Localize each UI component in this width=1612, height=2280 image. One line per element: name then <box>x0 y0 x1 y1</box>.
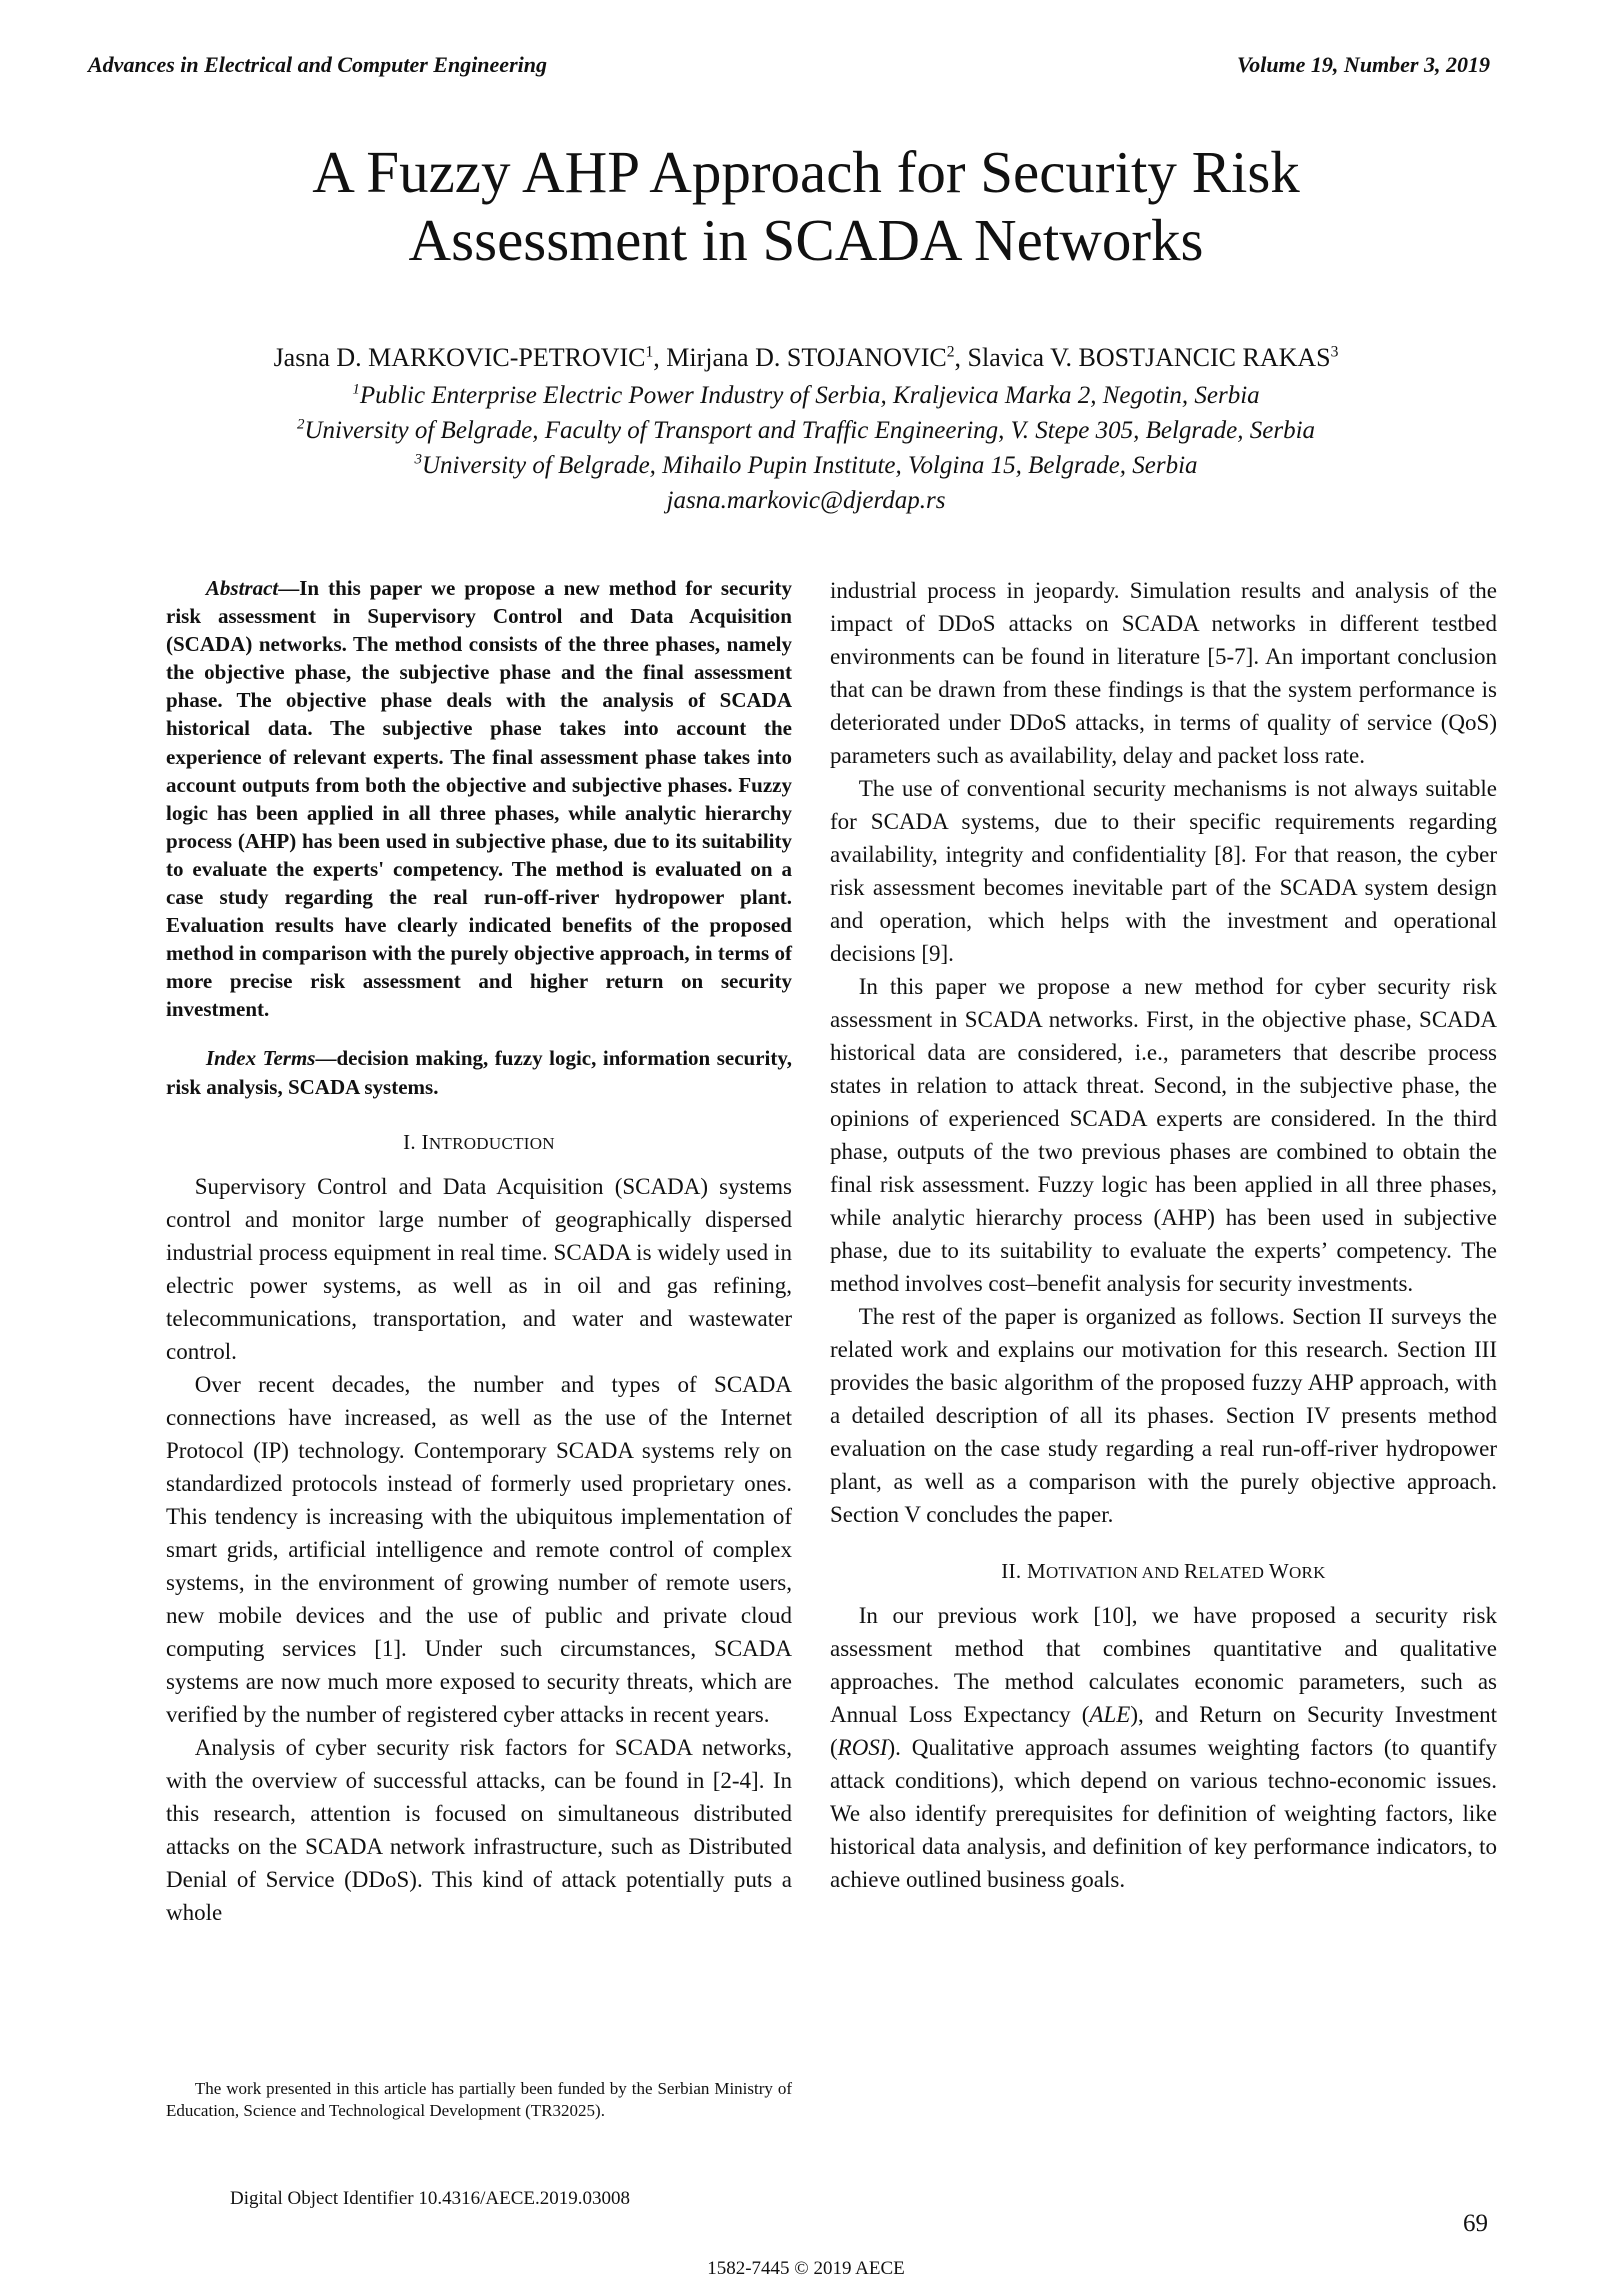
author-3-sup: 3 <box>1330 343 1339 361</box>
author-1: Jasna D. MARKOVIC-PETROVIC <box>273 343 646 372</box>
affiliation-1 <box>0 378 1612 413</box>
running-header-journal: Advances in Electrical and Computer Engineering <box>88 52 547 77</box>
left-column <box>166 574 792 1929</box>
affiliation-1-text: Public Enterprise Electric Power Industry of Serbia, Kraljevica Marka 2, Negotin, Serbia <box>359 382 1260 409</box>
intro-paragraph-3: Analysis of cyber security risk factors for SCADA networks, with the overview of successful attacks, can be found in [2-4]. In this research, attention is focused on simultaneous distributed attacks on the SCADA network infrastructure, such as Distributed Denial of Service (DDoS). This kind of attack potentially puts a whole <box>166 1734 792 1925</box>
title-line-2: Assessment in SCADA Networks <box>408 207 1204 273</box>
index-terms-dash: — <box>315 1045 337 1070</box>
section-1-rest: NTRODUCTION <box>428 1133 555 1153</box>
abstract-text: In this paper we propose a new method for security risk assessment in Supervisory Control and Data Acquisition (SCADA) networks. The method consists of the three phases, namely the objective phase, the subjective phase and the final assessment phase. The objective phase deals with the analysis of SCADA historical data. The subjective phase takes into account the experience of relevant experts. The final assessment phase takes into account outputs from both the objective and subjective phases. Fuzzy logic has been applied in all three phases, while analytic hierarchy process (AHP) has been used in subjective phase, due to its suitability to evaluate the experts' competency. The method is evaluated on a case study regarding the real run-off-river hydropower plant. Evaluation results have clearly indicated benefits of the proposed method in comparison with the purely objective approach, in terms of more precise risk assessment and higher return on security investment. <box>166 576 792 1022</box>
title-line-1: A Fuzzy AHP Approach for Security Risk <box>312 139 1300 205</box>
running-header-volume: Volume 19, Number 3, 2019 <box>1236 52 1490 77</box>
section-2-numeral: II. <box>1001 1559 1022 1583</box>
section-2-rest-3: ORK <box>1288 1563 1326 1582</box>
copyright: 1582-7445 © 2019 AECE <box>707 2258 905 2279</box>
author-sep-2: , <box>954 343 968 372</box>
affiliation-3-text: University of Belgrade, Mihailo Pupin Institute, Volgina 15, Belgrade, Serbia <box>421 452 1198 479</box>
funding-footnote: The work presented in this article has partially been funded by the Serbian Ministry of Education, Science and Technological Development (TR32025). <box>166 2079 792 2120</box>
related-work-paragraph-1 <box>830 1599 1497 1896</box>
section-2-cap-1: M <box>1026 1559 1046 1583</box>
index-terms-text: decision making, fuzzy logic, information security, risk analysis, SCADA systems. <box>166 1045 792 1099</box>
paper-title <box>0 138 1612 274</box>
author-sep-1: , <box>653 343 667 372</box>
section-2-cap-3: W <box>1268 1559 1289 1583</box>
affiliation-2 <box>0 413 1612 448</box>
author-email: jasna.markovic@djerdap.rs <box>666 487 946 514</box>
index-terms <box>166 1044 792 1102</box>
abstract-label: Abstract <box>205 576 279 600</box>
section-1-numeral: I. <box>403 1129 416 1154</box>
rw-rosi: ROSI <box>837 1735 888 1760</box>
section-2-rest-2: ELATED <box>1198 1563 1269 1582</box>
affiliation-1-sup: 1 <box>352 381 360 398</box>
right-column <box>830 574 1497 1896</box>
author-2-sup: 2 <box>946 343 955 361</box>
intro-paragraph-6: The rest of the paper is organized as follows. Section II surveys the related work and explains our motivation for this research. Section III provides the basic algorithm of the proposed fuzzy AHP approach, with a detailed description of all its phases. Section IV presents method evaluation on the case study regarding a real run-off-river hydropower plant, as well as a comparison with the purely objective approach. Section V concludes the paper. <box>830 1304 1497 1527</box>
section-2-rest-1: OTIVATION AND <box>1045 1563 1184 1582</box>
affiliation-2-text: University of Belgrade, Faculty of Transport and Traffic Engineering, V. Stepe 305, Belgrade, Serbia <box>304 417 1316 444</box>
rw-text-b: ), and Return on Security Investment ( <box>830 1702 1498 1760</box>
section-2-cap-2: R <box>1183 1559 1199 1583</box>
abstract <box>166 574 792 1024</box>
affiliation-2-sup: 2 <box>296 416 305 433</box>
intro-paragraph-5: In this paper we propose a new method for cyber security risk assessment in SCADA networks. First, in the objective phase, SCADA historical data are considered, i.e., parameters that describe process states in relation to attack threat. Second, in the subjective phase, the opinions of experienced SCADA experts are considered. In the third phase, outputs of the two previous phases are combined to obtain the final risk assessment. Fuzzy logic has been applied in all three phases, while analytic hierarchy process (AHP) has been used in subjective phase, due to its suitability to evaluate the experts’ competency. The method involves cost–benefit analysis for security investments. <box>830 974 1497 1296</box>
doi: Digital Object Identifier 10.4316/AECE.2019.03008 <box>230 2188 630 2209</box>
affiliation-3 <box>0 448 1612 483</box>
rw-ale: ALE <box>1089 1702 1131 1727</box>
intro-paragraph-1: Supervisory Control and Data Acquisition (SCADA) systems control and monitor large number of geographically dispersed industrial process equipment in real time. SCADA is widely used in electric power systems, as well as in oil and gas refining, telecommunications, transportation, and water and wastewater control. <box>166 1173 792 1364</box>
abstract-dash: — <box>278 576 300 600</box>
index-terms-label: Index Terms <box>205 1045 316 1070</box>
author-3: Slavica V. BOSTJANCIC RAKAS <box>967 343 1331 372</box>
author-list <box>0 340 1612 375</box>
section-2-heading <box>830 1555 1497 1589</box>
intro-paragraph-2: Over recent decades, the number and types of SCADA connections have increased, as well as the use of the Internet Protocol (IP) technology. Contemporary SCADA systems rely on standardized protocols instead of formerly used proprietary ones. This tendency is increasing with the ubiquitous implementation of smart grids, artificial intelligence and remote control of complex systems, in the environment of growing number of remote users, new mobile devices and the use of public and private cloud computing services [1]. Under such circumstances, SCADA systems are now much more exposed to security threats, which are verified by the number of registered cyber attacks in recent years. <box>166 1371 792 1727</box>
author-1-sup: 1 <box>645 343 654 361</box>
section-1-heading <box>166 1126 792 1160</box>
intro-paragraph-4: The use of conventional security mechanisms is not always suitable for SCADA systems, due to their specific requirements regarding availability, integrity and confidentiality [8]. For that reason, the cyber risk assessment becomes inevitable part of the SCADA system design and operation, which helps with the investment and operational decisions [9]. <box>830 776 1497 966</box>
rw-text-a: In our previous work [10], we have proposed a security risk assessment method that combines quantitative and qualitative approaches. The method calculates economic parameters, such as Annual Loss Expectancy ( <box>830 1603 1497 1727</box>
intro-continuation: industrial process in jeopardy. Simulation results and analysis of the impact of DDoS attacks on SCADA networks in different testbed environments can be found in literature [5-7]. An important conclusion that can be drawn from these findings is that the system performance is deteriorated under DDoS attacks, in terms of quality of service (QoS) parameters such as availability, delay and packet loss rate. <box>830 578 1497 768</box>
author-2: Mirjana D. STOJANOVIC <box>666 343 947 372</box>
section-1-cap: I <box>421 1129 429 1154</box>
rw-text-c: ). Qualitative approach assumes weighting factors (to quantify attack conditions), which depend on various techno-economic issues. We also identify prerequisites for definition of weighting factors, like historical data analysis, and definition of key performance indicators, to achieve outlined business goals. <box>830 1735 1497 1892</box>
affiliation-3-sup: 3 <box>414 451 422 468</box>
page-number: 69 <box>1463 2210 1488 2237</box>
